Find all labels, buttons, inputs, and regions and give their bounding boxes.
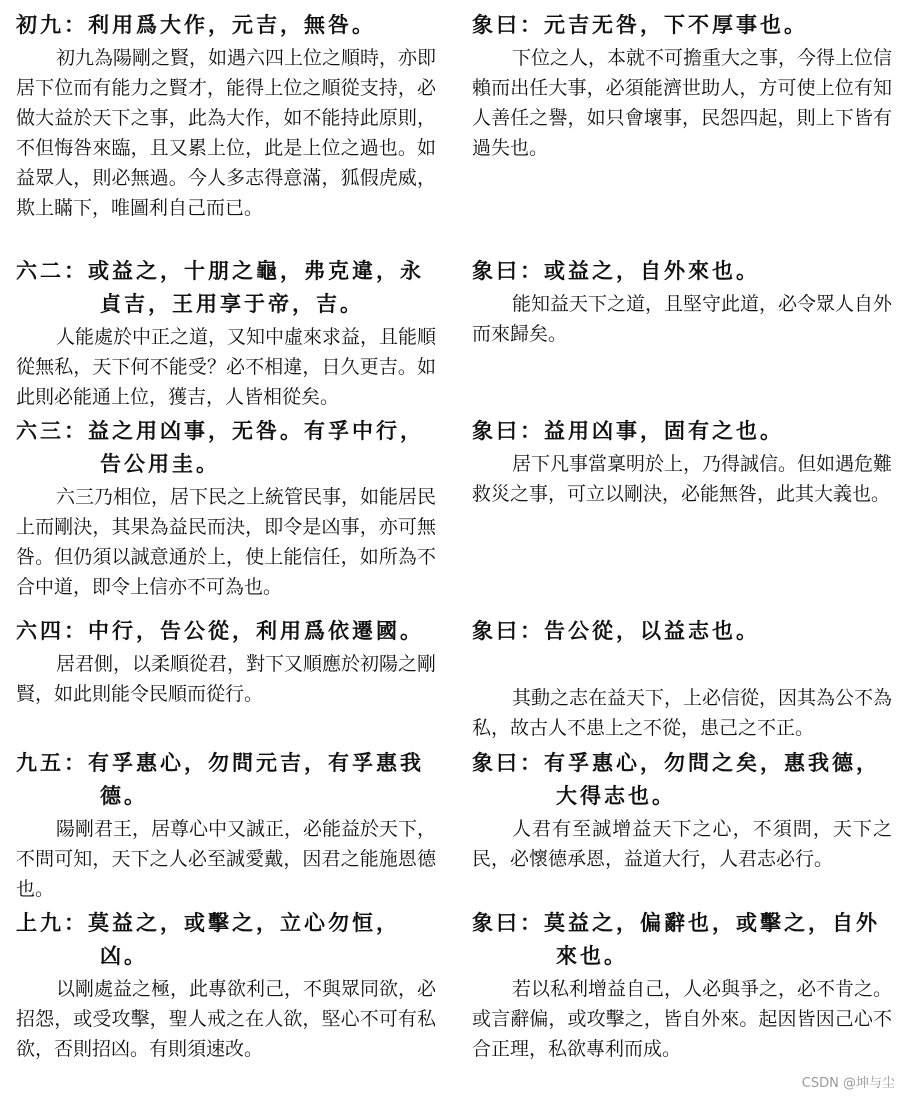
line-entry-3	[16, 414, 436, 602]
image-commentary: 其動之志在益天下，上必信從，因其為公不為私，故古人不患上之不從，患己之不正。	[472, 687, 893, 739]
image-heading: 象曰：益用凶事，固有之也。	[472, 418, 784, 443]
source-watermark: CSDN @坤与尘	[801, 1076, 895, 1091]
image-commentary: 若以私利增益自己，人必與爭之，必不肯之。或言辭偏，或攻擊之，皆自外來。起因皆因己心不合正理，私欲專利而成。	[472, 978, 893, 1060]
line-heading: 六三：益之用凶事，无咎。有孚中行，告公用圭。	[16, 418, 424, 476]
image-commentary: 人君有至誠增益天下之心，不須問，天下之民，必懷德承恩，益道大行，人君志必行。	[472, 818, 892, 870]
line-heading: 上九：莫益之，或擊之，立心勿恒，凶。	[16, 910, 400, 968]
line-commentary: 居君側，以柔順從君，對下又順應於初陽之剛賢，如此則能令民順而從行。	[16, 653, 437, 705]
image-heading: 象曰：莫益之，偏辭也，或擊之，自外來也。	[472, 910, 880, 968]
line-entry-4	[16, 614, 436, 709]
image-entry-6	[472, 906, 892, 1064]
line-entry-5	[16, 746, 436, 904]
image-heading: 象曰：有孚惠心，勿問之矣，惠我德，大得志也。	[472, 750, 880, 808]
image-heading: 象曰：元吉无咎，下不厚事也。	[472, 12, 808, 37]
line-heading: 初九：利用爲大作，元吉，無咎。	[16, 12, 376, 37]
image-commentary: 居下凡事當稟明於上，乃得誠信。但如遇危難救災之事，可立以剛決，必能無咎，此其大義也。	[472, 453, 893, 505]
line-entry-1	[16, 8, 436, 223]
image-heading: 象曰：或益之，自外來也。	[472, 258, 760, 283]
line-heading: 九五：有孚惠心，勿問元吉，有孚惠我德。	[16, 750, 424, 808]
line-commentary: 陽剛君王，居尊心中又誠正，必能益於天下，不問可知，天下之人必至誠愛戴，因君之能施恩德也。	[16, 818, 437, 900]
image-entry-1	[472, 8, 892, 163]
line-commentary: 人能處於中正之道，又知中虛來求益，且能順從無私，天下何不能受？必不相違，日久更吉。如此則必能通上位，獲吉，人皆相從矣。	[16, 326, 437, 408]
image-entry-4	[472, 614, 892, 743]
line-commentary: 以剛處益之極，此專欲利己，不與眾同欲，必招怨，或受攻擊，聖人戒之在人欲，堅心不可有私欲，否則招凶。有則須速改。	[16, 978, 437, 1060]
image-entry-5	[472, 746, 892, 874]
image-commentary: 能知益天下之道，且堅守此道，必令眾人自外而來歸矣。	[472, 293, 893, 345]
line-heading: 六四：中行，告公從，利用爲依遷國。	[16, 618, 424, 643]
line-commentary: 初九為陽剛之賢，如遇六四上位之順時，亦即居下位而有能力之賢才，能得上位之順從支持，必做大益於天下之事，此為大作，如不能持此原則，不但悔咎來臨，且又累上位，此是上位之過也。如益眾人，則必無過。今人多志得意滿，狐假虎威，欺上瞞下，唯圖利自己而已。	[16, 47, 437, 219]
line-entry-2	[16, 254, 436, 412]
image-entry-3	[472, 414, 892, 509]
line-heading: 六二：或益之，十朋之龜，弗克違，永貞吉，王用享于帝，吉。	[16, 258, 424, 316]
image-commentary: 下位之人，本就不可擔重大之事，今得上位信賴而出任大事，必須能濟世助人，方可使上位有知人善任之譽，如只會壞事，民怨四起，則上下皆有過失也。	[472, 47, 893, 159]
line-entry-6	[16, 906, 436, 1064]
line-commentary: 六三乃相位，居下民之上統管民事，如能居民上而剛決，其果為益民而決，即令是凶事，亦可無咎。但仍須以誠意通於上，使上能信任，如所為不合中道，即令上信亦不可為也。	[16, 486, 437, 598]
image-heading: 象曰：告公從，以益志也。	[472, 618, 760, 643]
image-entry-2	[472, 254, 892, 349]
